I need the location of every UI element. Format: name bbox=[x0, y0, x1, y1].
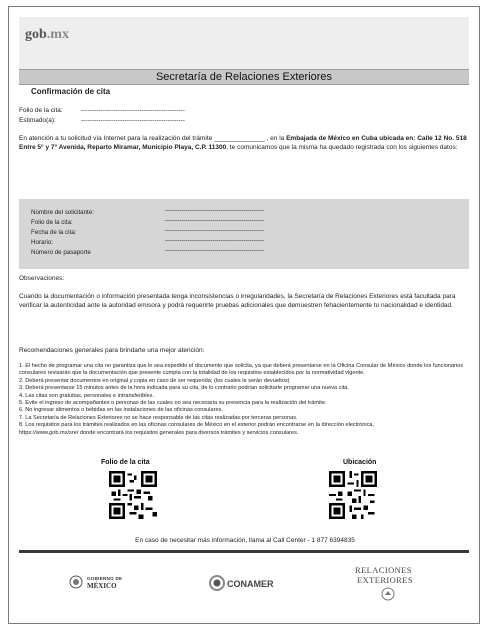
intro-part1: En atención a tu solicitud vía Internet para la realización del trámite bbox=[19, 135, 213, 142]
logo-dot-text: .mx bbox=[46, 27, 69, 42]
recommendations-list bbox=[19, 363, 469, 437]
call-center-text: En caso de necesitar más información, llama al Call Center - 1 877 6394835 bbox=[135, 537, 355, 544]
list-item: 4. Las citas son gratuitas, personales e intransferibles. bbox=[19, 392, 154, 399]
intro-paragraph bbox=[19, 135, 467, 152]
intro-embassy: Embajada de México en Cuba ubicada en: Calle 12 No. 518 Entre 5° y 7° Avenida, Reparto Miramar, Municipio Playa, C.P. 11300 bbox=[19, 135, 467, 151]
estimado-dashes: ------------------------------------------------ bbox=[81, 117, 185, 124]
observaciones-heading: Observaciones: bbox=[19, 275, 65, 282]
gob-mx-logo bbox=[25, 27, 69, 43]
field-value-schedule: ------------------------------------------------ bbox=[165, 237, 264, 244]
field-label-passport: Número de pasaporte bbox=[31, 249, 91, 256]
list-item: 3. Deberá presentarse 15 minutos antes de la hora indicada para su cita, de lo contrario podrían solicitarle programar una nueva cita. bbox=[19, 385, 349, 392]
list-item: 8. Los requisitos para los trámites realizados en las oficinas consulares de México en el exterior podrán encontrarse en la dirección electrónica, bbox=[19, 422, 375, 429]
list-item: https://www.gob.mx/sre/ donde encontrará los requisitos generales para diversos trámites y servicios consulares. bbox=[19, 429, 299, 436]
folio-dashes: ------------------------------------------------ bbox=[81, 107, 185, 114]
header-bar bbox=[19, 17, 469, 73]
logo-text: gob bbox=[25, 27, 47, 42]
sre-line2: EXTERIORES bbox=[357, 575, 413, 585]
intro-part2: , en la bbox=[266, 135, 285, 142]
list-item: 7. La Secretaría de Relaciones Exteriores no se hace responsable de las citas realizadas por terceras personas. bbox=[19, 414, 298, 421]
observaciones-paragraph: Cuando la documentación o información presentada tenga inconsistencias o irregularidades, la Secretaría de Relaciones Exteriores está facultada para verificar la autenticidad ante la autoridad emisora y podrá requerirte pruebas adicionales que demuestren fehacientemente tu nacionalidad e identidad. bbox=[19, 293, 456, 309]
recomendaciones-heading: Recomendaciones generales para brindarte una mejor atención: bbox=[19, 347, 205, 354]
qr-folio-label: Folio de la cita bbox=[101, 459, 150, 466]
list-item: 1. El hecho de programar una cita no garantiza que le sea expedido el documento que solicita, ya que deberá presentarse en la Oficina Consular de México donde los funcionarios consulares revisarán que la documentación que presente cumpla con la totalidad de los requisitos establecidos por la normatividad vigente. bbox=[19, 363, 464, 377]
mexico-shield-icon bbox=[69, 575, 83, 589]
field-label-date: Fecha de la cita: bbox=[31, 229, 77, 236]
qr-code-folio bbox=[109, 471, 157, 519]
document-page bbox=[8, 6, 480, 624]
folio-label: Folio de la cita: bbox=[19, 107, 63, 114]
intro-blank: ______________ bbox=[214, 135, 265, 142]
sre-line1: RELACIONES bbox=[355, 565, 412, 575]
field-value-folio: ------------------------------------------------ bbox=[165, 217, 264, 224]
qr-code-ubicacion bbox=[329, 471, 377, 519]
footer-divider bbox=[19, 550, 469, 553]
field-value-name: ------------------------------------------------ bbox=[165, 207, 264, 214]
appointment-details-box bbox=[19, 199, 469, 269]
field-value-passport: ------------------------------------------------ bbox=[165, 247, 264, 254]
intro-part3: , te comunicamos que la misma ha quedado registrada con los siguientes datos: bbox=[226, 143, 458, 151]
conamer-logo-icon bbox=[209, 575, 225, 591]
sre-seal-icon bbox=[381, 587, 395, 601]
confirmation-subtitle: Confirmación de cita bbox=[31, 87, 111, 96]
list-item: 6. No ingresar alimentos o bebidas en las instalaciones de las oficinas consulares. bbox=[19, 407, 223, 414]
field-label-folio: Folio de la cita: bbox=[31, 219, 73, 226]
gobierno-big-text: MÉXICO bbox=[87, 582, 117, 590]
conamer-text: CONAMER bbox=[227, 579, 274, 589]
qr-ubicacion-label: Ubicación bbox=[343, 459, 377, 466]
gobierno-small-text: GOBIERNO DE bbox=[87, 576, 123, 581]
page-title: Secretaría de Relaciones Exteriores bbox=[19, 69, 469, 85]
list-item: 2. Deberá presentar documentos en original y copia en caso de ser requerida; (los cuales le serán devueltos) bbox=[19, 377, 290, 384]
list-item: 5. Evite el ingreso de acompañantes o personas de las cuales no sea necesaria su presencia para la realización del trámite. bbox=[19, 400, 327, 407]
field-label-schedule: Horario: bbox=[31, 239, 54, 246]
estimado-label: Estimado(a): bbox=[19, 117, 56, 124]
field-label-name: Nombre del solicitante: bbox=[31, 209, 94, 216]
field-value-date: ------------------------------------------------ bbox=[165, 227, 264, 234]
